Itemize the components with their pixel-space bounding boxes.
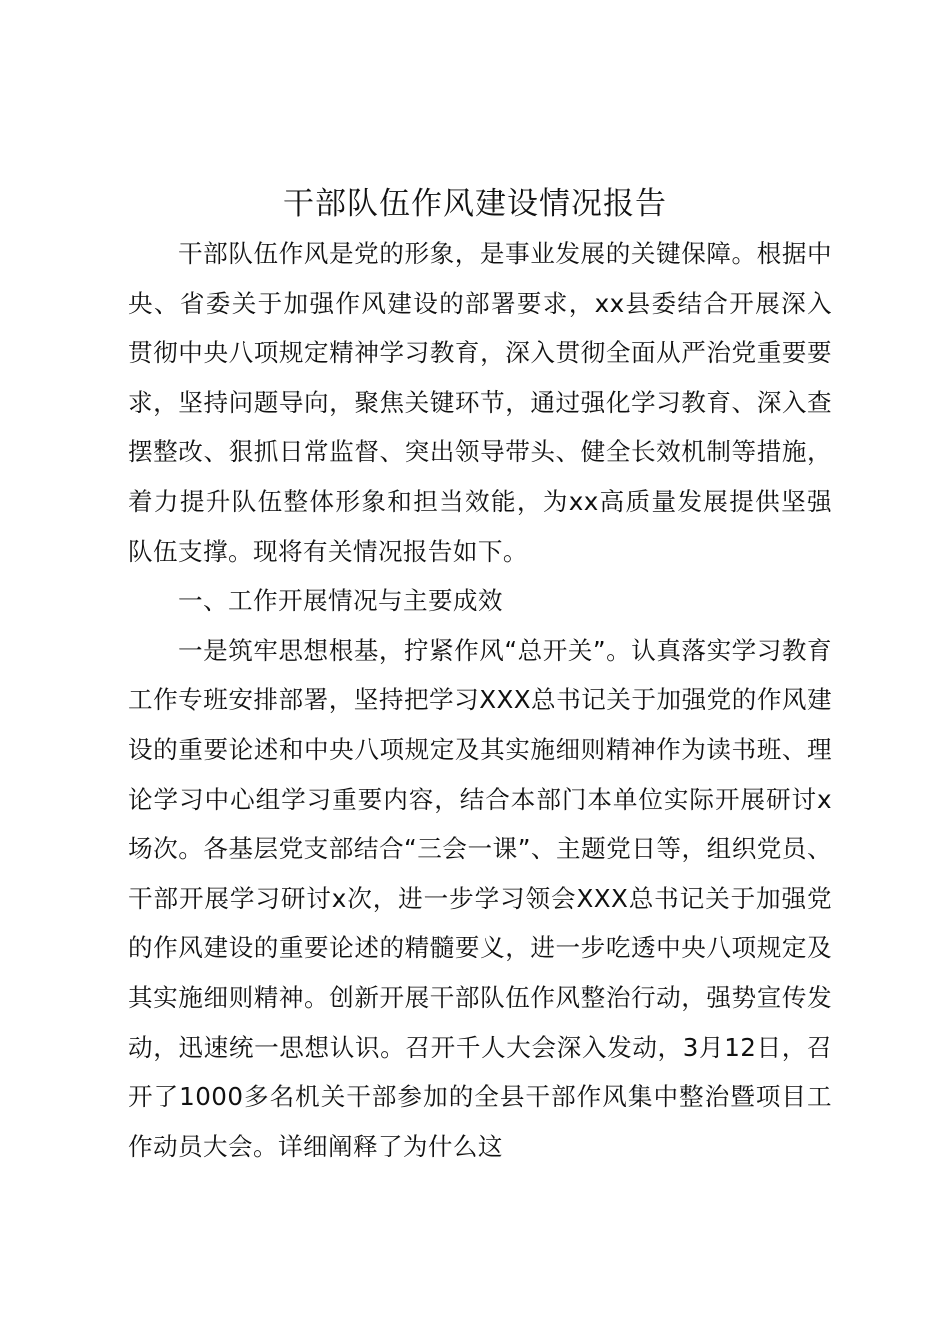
document-body bbox=[128, 229, 832, 1171]
section-paragraph: 一是筑牢思想根基，拧紧作风“总开关”。认真落实学习教育工作专班安排部署，坚持把学习XXX总书记关于加强党的作风建设的重要论述和中央八项规定及其实施细则精神作为读书班、理论学习中心组学习重要内容，结合本部门本单位实际开展研讨x场次。各基层党支部结合“三会一课”、主题党日等，组织党员、干部开展学习研讨x次，进一步学习领会XXX总书记关于加强党的作风建设的重要论述的精髓要义，进一步吃透中央八项规定及其实施细则精神。创新开展干部队伍作风整治行动，强势宣传发动，迅速统一思想认识。召开千人大会深入发动，3月12日，召开了1000多名机关干部参加的全县干部作风集中整治暨项目工作动员大会。详细阐释了为什么这 bbox=[128, 635, 832, 1161]
document-title: 干部队伍作风建设情况报告 bbox=[283, 186, 667, 222]
intro-paragraph: 干部队伍作风是党的形象，是事业发展的关键保障。根据中央、省委关于加强作风建设的部署要求，xx县委结合开展深入贯彻中央八项规定精神学习教育，深入贯彻全面从严治党重要要求，坚持问题导向，聚焦关键环节，通过强化学习教育、深入查摆整改、狠抓日常监督、突出领导带头、健全长效机制等措施，着力提升队伍整体形象和担当效能，为xx高质量发展提供坚强队伍支撑。现将有关情况报告如下。 bbox=[128, 239, 832, 566]
section-heading: 一、工作开展情况与主要成效 bbox=[178, 586, 503, 616]
